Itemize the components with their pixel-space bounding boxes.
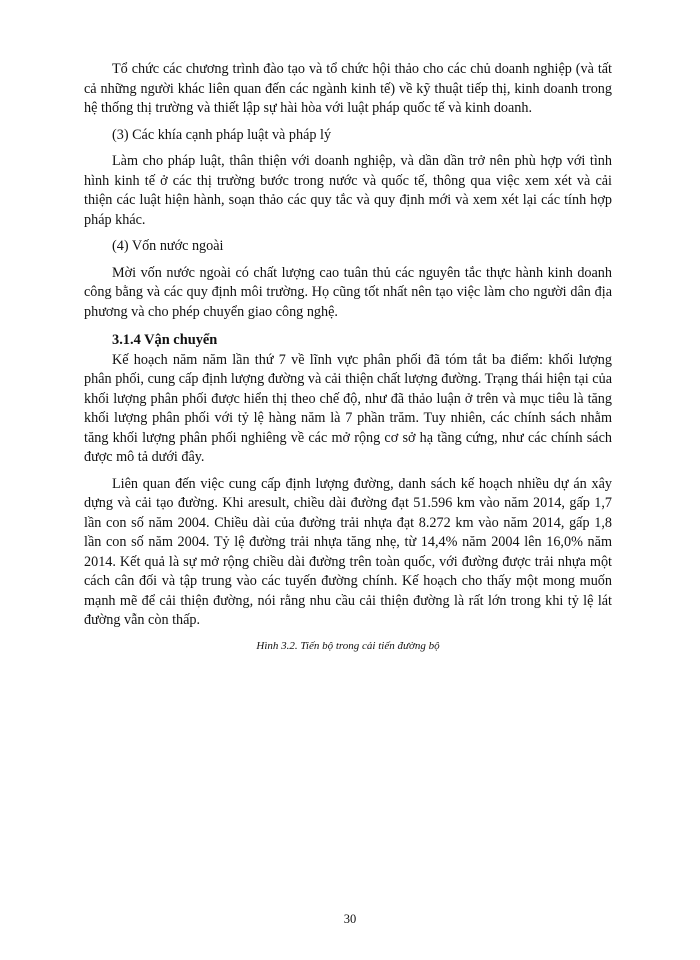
document-page	[84, 60, 612, 654]
page-number: 30	[343, 912, 357, 926]
paragraph-legal-reform: Làm cho pháp luật, thân thiện với doanh nghiệp, và dần dần trở nên phù hợp với tình hình kinh tế ở các thị trường bước trong nước và quốc tế, thông qua việc xem xét và cải thiện các luật hiện hành, soạn thảo các quy tắc và quy định mới và xem xét lại các tính hợp pháp khác.	[84, 153, 612, 228]
figure-caption: Hình 3.2. Tiến bộ trong cải tiến đường bộ	[256, 639, 440, 652]
subheading-foreign-capital: (4) Vốn nước ngoài	[112, 238, 224, 254]
paragraph-distribution-plan: Kế hoạch năm năm lần thứ 7 về lĩnh vực phân phối đã tóm tắt ba điểm: khối lượng phân phối, cung cấp định lượng đường và cải thiện chất lượng đường. Trạng thái hiện tại của khối lượng phân phối được hiển thị theo chế độ, như đã thảo luận ở trên và mục tiêu là tăng khối lượng phân phối với tỷ lệ hàng năm là 7 phần trăm. Tuy nhiên, các chính sách nhằm tăng khối lượng phân phối nghiêng về các mở rộng cơ sở hạ tầng cứng, như các chính sách được mô tả dưới đây.	[84, 351, 612, 465]
section-heading-transport: 3.1.4 Vận chuyển	[112, 332, 218, 348]
subheading-legal-aspects: (3) Các khía cạnh pháp luật và pháp lý	[112, 126, 332, 143]
paragraph-foreign-capital: Mời vốn nước ngoài có chất lượng cao tuân thủ các nguyên tắc thực hành kinh doanh công bằng và các quy định môi trường. Họ cũng tốt nhất nên tạo việc làm cho người dân địa phương và cho phép chuyển giao công nghệ.	[84, 264, 612, 320]
paragraph-road-supply: Liên quan đến việc cung cấp định lượng đường, danh sách kế hoạch nhiều dự án xây dựng và cải tạo đường. Khi aresult, chiều dài đường đạt 51.596 km vào năm 2014, gấp 1,7 lần con số năm 2004. Chiều dài của đường trải nhựa đạt 8.272 km vào năm 2014, gấp 1,8 lần con số năm 2004. Tỷ lệ đường trải nhựa tăng nhẹ, từ 14,4% năm 2004 lên 16,0% năm 2014. Kết quả là sự mở rộng chiều dài đường trên toàn quốc, với đường được trải nhựa một cách cân đối và tập trung vào các tuyến đường chính. Kế hoạch cho thấy một mong muốn mạnh mẽ để cải thiện đường, nói rằng nhu cầu cải thiện đường là rất lớn trong khi tỷ lệ lát đường vẫn còn thấp.	[84, 475, 612, 628]
paragraph-training-programs: Tổ chức các chương trình đào tạo và tổ chức hội thảo cho các chủ doanh nghiệp (và tất cả những người khác liên quan đến các ngành kinh tế) về kỹ thuật tiếp thị, kinh doanh trong hệ thống thị trường và thiết lập sự hài hòa với luật pháp quốc tế và kinh doanh.	[84, 61, 612, 116]
